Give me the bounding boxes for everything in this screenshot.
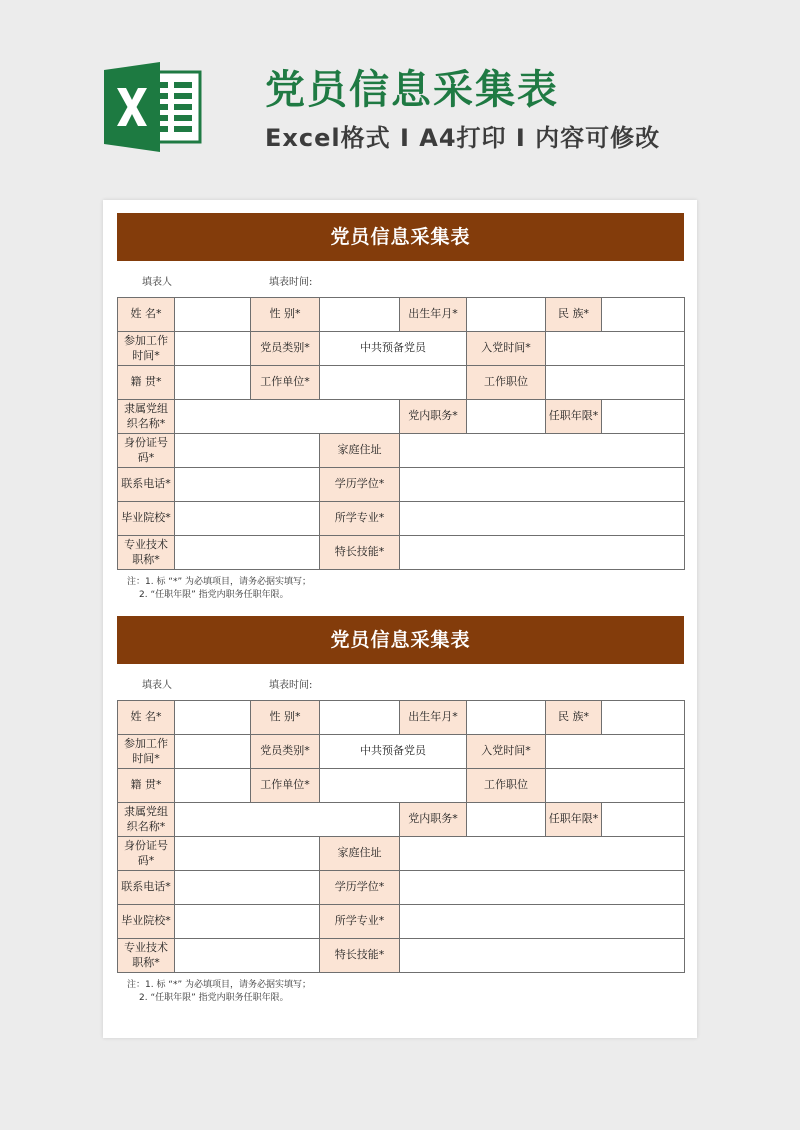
skills-field[interactable] [400,536,685,570]
join-date-label: 入党时间* [467,735,546,769]
home-address-label: 家庭住址 [320,837,400,871]
skills-label: 特长技能* [320,939,400,973]
native-place-field[interactable] [175,366,251,400]
id-number-field[interactable] [175,434,320,468]
party-org-field[interactable] [175,400,400,434]
table-row [118,939,685,973]
form-notes [117,570,684,602]
form-meta [117,261,684,297]
fill-time-label: 填表时间: [269,680,313,691]
birth-label: 出生年月* [400,701,467,735]
form-title: 党员信息采集表 [117,616,684,664]
home-address-field[interactable] [400,434,685,468]
member-type-field[interactable]: 中共预备党员 [320,735,467,769]
ethnicity-field[interactable] [602,298,685,332]
phone-field[interactable] [175,468,320,502]
skills-label: 特长技能* [320,536,400,570]
table-row [118,298,685,332]
form-meta [117,664,684,700]
home-address-label: 家庭住址 [320,434,400,468]
skills-field[interactable] [400,939,685,973]
pro-title-field[interactable] [175,536,320,570]
home-address-field[interactable] [400,837,685,871]
table-row [118,536,685,570]
id-number-label: 身份证号码* [118,434,175,468]
note-1: 注：1. 标 “*” 为必填项目，请务必据实填写； [127,577,311,587]
join-date-field[interactable] [546,735,685,769]
note-2: 2. “任职年限” 指党内职务任职年限。 [139,993,289,1004]
page-title: 党员信息采集表 [265,67,559,113]
table-row [118,502,685,536]
info-form-1 [117,213,684,602]
party-post-label: 党内职务* [400,803,467,837]
table-row [118,366,685,400]
education-label: 学历学位* [320,468,400,502]
info-form-2 [117,616,684,1005]
id-number-label: 身份证号码* [118,837,175,871]
table-row [118,837,685,871]
member-type-label: 党员类别* [251,735,320,769]
table-row [118,803,685,837]
filler-label: 填表人 [142,277,172,288]
phone-label: 联系电话* [118,871,175,905]
info-table [117,297,685,570]
gender-label: 性 别* [251,701,320,735]
job-title-label: 工作职位 [467,769,546,803]
party-post-field[interactable] [467,400,546,434]
employer-field[interactable] [320,366,467,400]
gender-field[interactable] [320,298,400,332]
major-label: 所学专业* [320,502,400,536]
table-row [118,434,685,468]
tenure-label: 任职年限* [546,803,602,837]
work-start-label: 参加工作时间* [118,332,175,366]
education-field[interactable] [400,468,685,502]
table-row [118,769,685,803]
header [0,0,800,190]
employer-label: 工作单位* [251,366,320,400]
school-field[interactable] [175,502,320,536]
pro-title-field[interactable] [175,939,320,973]
ethnicity-field[interactable] [602,701,685,735]
fill-time-label: 填表时间: [269,277,313,288]
note-1: 注：1. 标 “*” 为必填项目，请务必据实填写； [127,980,311,990]
employer-field[interactable] [320,769,467,803]
native-place-label: 籍 贯* [118,366,175,400]
major-label: 所学专业* [320,905,400,939]
ethnicity-label: 民 族* [546,298,602,332]
job-title-field[interactable] [546,769,685,803]
party-org-field[interactable] [175,803,400,837]
name-label: 姓 名* [118,298,175,332]
job-title-label: 工作职位 [467,366,546,400]
major-field[interactable] [400,502,685,536]
birth-field[interactable] [467,701,546,735]
work-start-field[interactable] [175,332,251,366]
native-place-field[interactable] [175,769,251,803]
party-org-label: 隶属党组织名称* [118,400,175,434]
table-row [118,400,685,434]
birth-field[interactable] [467,298,546,332]
phone-field[interactable] [175,871,320,905]
join-date-label: 入党时间* [467,332,546,366]
table-row [118,468,685,502]
document-sheet [103,200,697,1038]
table-row [118,905,685,939]
party-org-label: 隶属党组织名称* [118,803,175,837]
name-label: 姓 名* [118,701,175,735]
pro-title-label: 专业技术职称* [118,536,175,570]
id-number-field[interactable] [175,837,320,871]
party-post-field[interactable] [467,803,546,837]
school-label: 毕业院校* [118,905,175,939]
note-2: 2. “任职年限” 指党内职务任职年限。 [139,590,289,601]
ethnicity-label: 民 族* [546,701,602,735]
gender-field[interactable] [320,701,400,735]
page-subtitle: Excel格式 I A4打印 I 内容可修改 [265,124,661,152]
school-field[interactable] [175,905,320,939]
phone-label: 联系电话* [118,468,175,502]
table-row [118,871,685,905]
table-row [118,332,685,366]
job-title-field[interactable] [546,366,685,400]
form-title: 党员信息采集表 [117,213,684,261]
gender-label: 性 别* [251,298,320,332]
info-table [117,700,685,973]
table-row [118,735,685,769]
table-row [118,701,685,735]
native-place-label: 籍 贯* [118,769,175,803]
filler-label: 填表人 [142,680,172,691]
tenure-field[interactable] [602,400,685,434]
school-label: 毕业院校* [118,502,175,536]
party-post-label: 党内职务* [400,400,467,434]
tenure-label: 任职年限* [546,400,602,434]
work-start-label: 参加工作时间* [118,735,175,769]
employer-label: 工作单位* [251,769,320,803]
member-type-label: 党员类别* [251,332,320,366]
education-field[interactable] [400,871,685,905]
birth-label: 出生年月* [400,298,467,332]
education-label: 学历学位* [320,871,400,905]
excel-icon [104,62,204,152]
tenure-field[interactable] [602,803,685,837]
join-date-field[interactable] [546,332,685,366]
name-field[interactable] [175,298,251,332]
pro-title-label: 专业技术职称* [118,939,175,973]
name-field[interactable] [175,701,251,735]
major-field[interactable] [400,905,685,939]
work-start-field[interactable] [175,735,251,769]
form-notes [117,973,684,1005]
member-type-field[interactable]: 中共预备党员 [320,332,467,366]
